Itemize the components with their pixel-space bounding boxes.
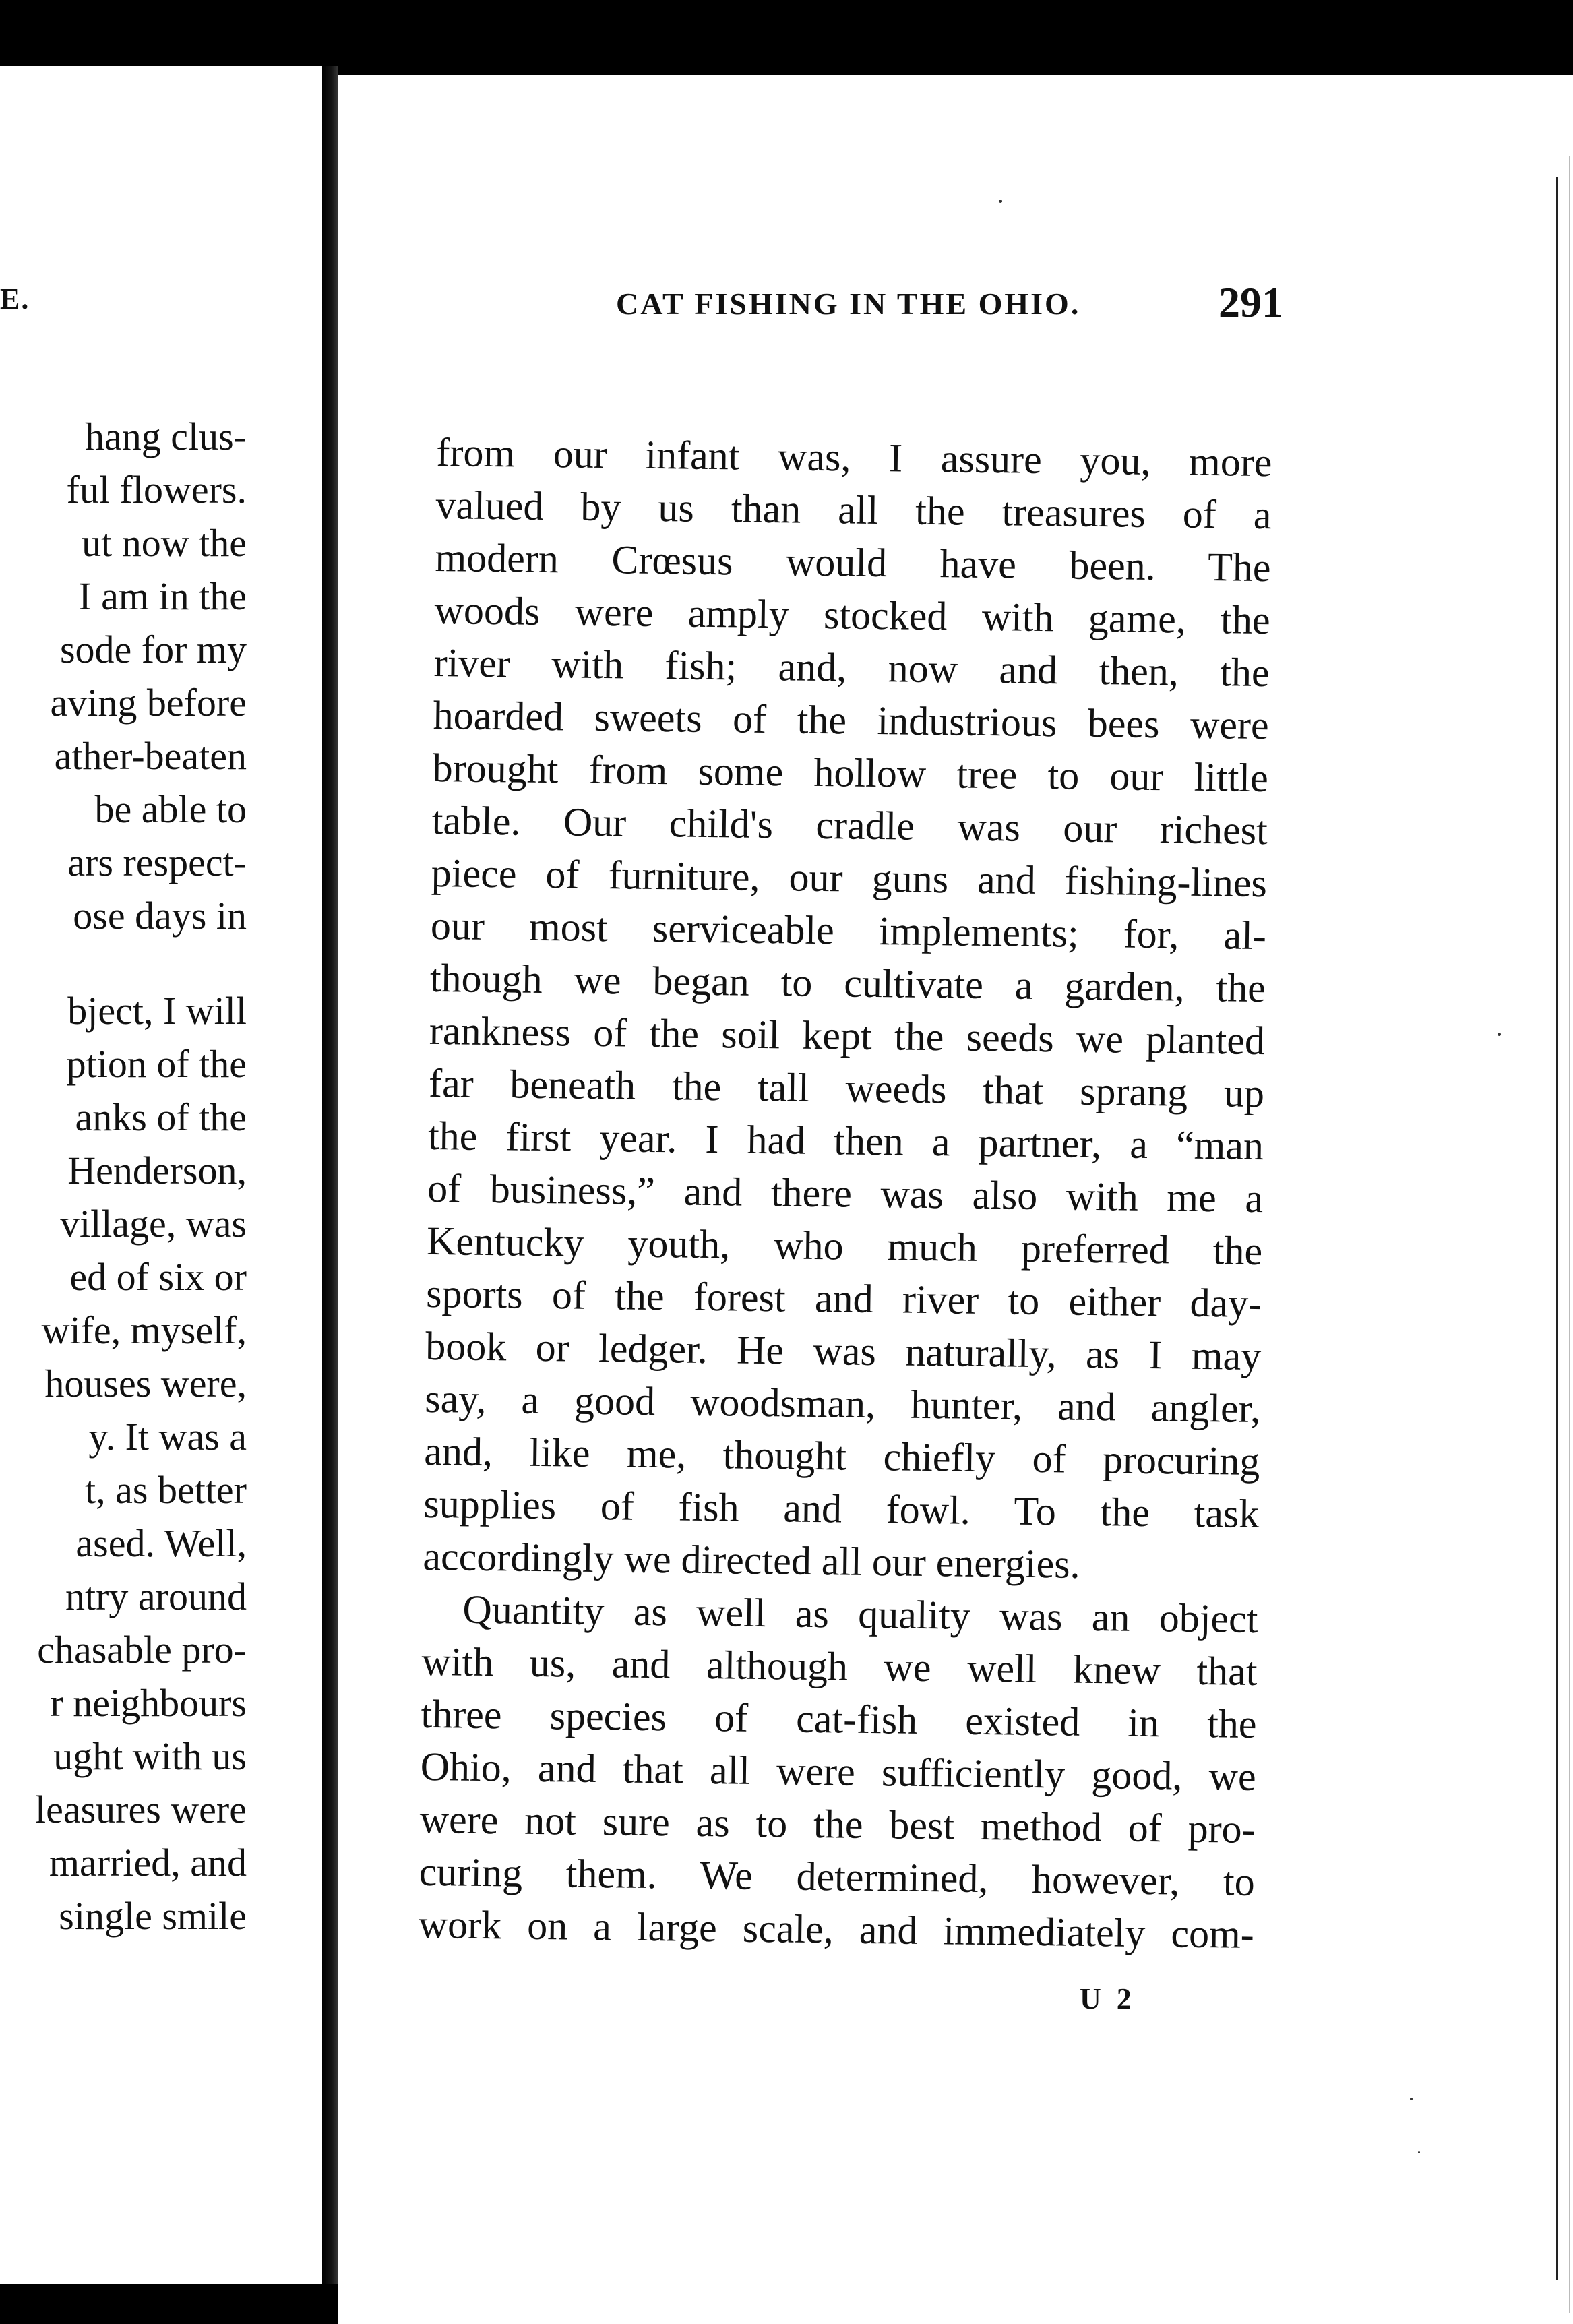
text-line: ed of six or <box>69 1255 247 1299</box>
text-line: aving before <box>50 681 247 725</box>
print-speck <box>1418 2151 1420 2153</box>
text-line: curing them. We determined, however, to <box>419 1849 1256 1904</box>
text-line: leasures were <box>35 1787 247 1831</box>
text-line: with us, and although we well knew that <box>421 1639 1258 1694</box>
text-line: supplies of fish and fowl. To the task <box>423 1481 1260 1537</box>
text-line: Quantity as well as quality was an object <box>462 1587 1258 1642</box>
book-gutter <box>322 66 338 2284</box>
text-line: though we began to cultivate a garden, the <box>429 955 1266 1011</box>
text-line: y. It was a <box>88 1415 247 1459</box>
text-line: single smile <box>59 1894 247 1938</box>
text-line: Henderson, <box>67 1149 247 1192</box>
right-page <box>338 75 1573 2324</box>
text-line: brought from some hollow tree to our little <box>432 745 1269 801</box>
text-line: table. Our child's cradle was our richest <box>431 797 1268 853</box>
text-line: piece of furniture, our guns and fishing-lines <box>431 850 1268 906</box>
text-line: of business,” and there was also with me a <box>427 1165 1264 1221</box>
text-line: river with fish; and, now and then, the <box>433 640 1270 696</box>
text-line: were not sure as to the best method of pro- <box>419 1796 1256 1852</box>
text-line: t, as better <box>85 1468 247 1512</box>
text-line: and, like me, thought chiefly of procuring <box>424 1428 1260 1484</box>
text-line: our most serviceable implements; for, al- <box>430 903 1267 958</box>
text-line: rankness of the soil kept the seeds we planted <box>429 1008 1266 1064</box>
text-line: from our infant was, I assure you, more <box>436 429 1272 485</box>
print-speck <box>999 200 1002 203</box>
text-line: Kentucky youth, who much preferred the <box>426 1218 1263 1274</box>
left-page-text <box>0 410 247 1943</box>
text-line: the first year. I had then a partner, a “man <box>427 1113 1264 1169</box>
text-line: accordingly we directed all our energies. <box>423 1533 1080 1587</box>
text-line: anks of the <box>75 1095 247 1139</box>
page-edge-shadow <box>1569 156 1570 2313</box>
body-text <box>418 426 1272 1961</box>
left-running-head: E. <box>0 282 30 315</box>
text-line: hoarded sweets of the industrious bees were <box>433 692 1270 748</box>
text-line: village, was <box>59 1202 247 1246</box>
text-line: ught with us <box>53 1734 247 1778</box>
text-line: sode for my <box>59 628 247 671</box>
text-line: modern Crœsus would have been. The <box>435 534 1271 590</box>
text-line: valued by us than all the treasures of a <box>435 482 1272 538</box>
text-line: ut now the <box>82 521 247 565</box>
text-line: ased. Well, <box>75 1521 247 1565</box>
text-line: three species of cat-fish existed in the <box>421 1691 1257 1747</box>
text-line: sports of the forest and river to either day- <box>425 1271 1262 1326</box>
signature-mark: U 2 <box>1080 1982 1136 2015</box>
left-page <box>0 66 322 2284</box>
print-speck <box>1410 2098 1413 2100</box>
text-line: I am in the <box>78 574 247 618</box>
text-line: ption of the <box>66 1042 247 1086</box>
text-line: say, a good woodsman, hunter, and angler, <box>424 1376 1261 1432</box>
text-line: Ohio, and that all were sufficiently good, we <box>420 1744 1257 1799</box>
text-line: wife, myself, <box>41 1308 247 1352</box>
page-edge-divider <box>1556 177 1558 2280</box>
text-line: married, and <box>49 1841 247 1885</box>
text-line: chasable pro- <box>37 1628 247 1672</box>
text-line: ather-beaten <box>54 734 247 778</box>
page-number: 291 <box>1219 278 1283 326</box>
text-line: r neighbours <box>50 1681 247 1725</box>
text-line: ful flowers. <box>66 468 247 512</box>
text-line: far beneath the tall weeds that sprang up <box>428 1060 1265 1116</box>
text-line: book or ledger. He was naturally, as I may <box>425 1323 1262 1379</box>
running-head: CAT FISHING IN THE OHIO. <box>616 286 1081 321</box>
text-line: hang clus- <box>85 415 247 458</box>
text-line: work on a large scale, and immediately com- <box>418 1901 1255 1957</box>
text-line: ntry around <box>65 1574 247 1618</box>
text-line: woods were amply stocked with game, the <box>434 587 1270 643</box>
text-line: be able to <box>94 787 247 831</box>
text-line: houses were, <box>44 1362 247 1405</box>
print-speck <box>1498 1033 1501 1036</box>
text-line: ars respect- <box>67 840 247 884</box>
text-line: bject, I will <box>67 989 247 1033</box>
text-line: ose days in <box>73 894 247 938</box>
